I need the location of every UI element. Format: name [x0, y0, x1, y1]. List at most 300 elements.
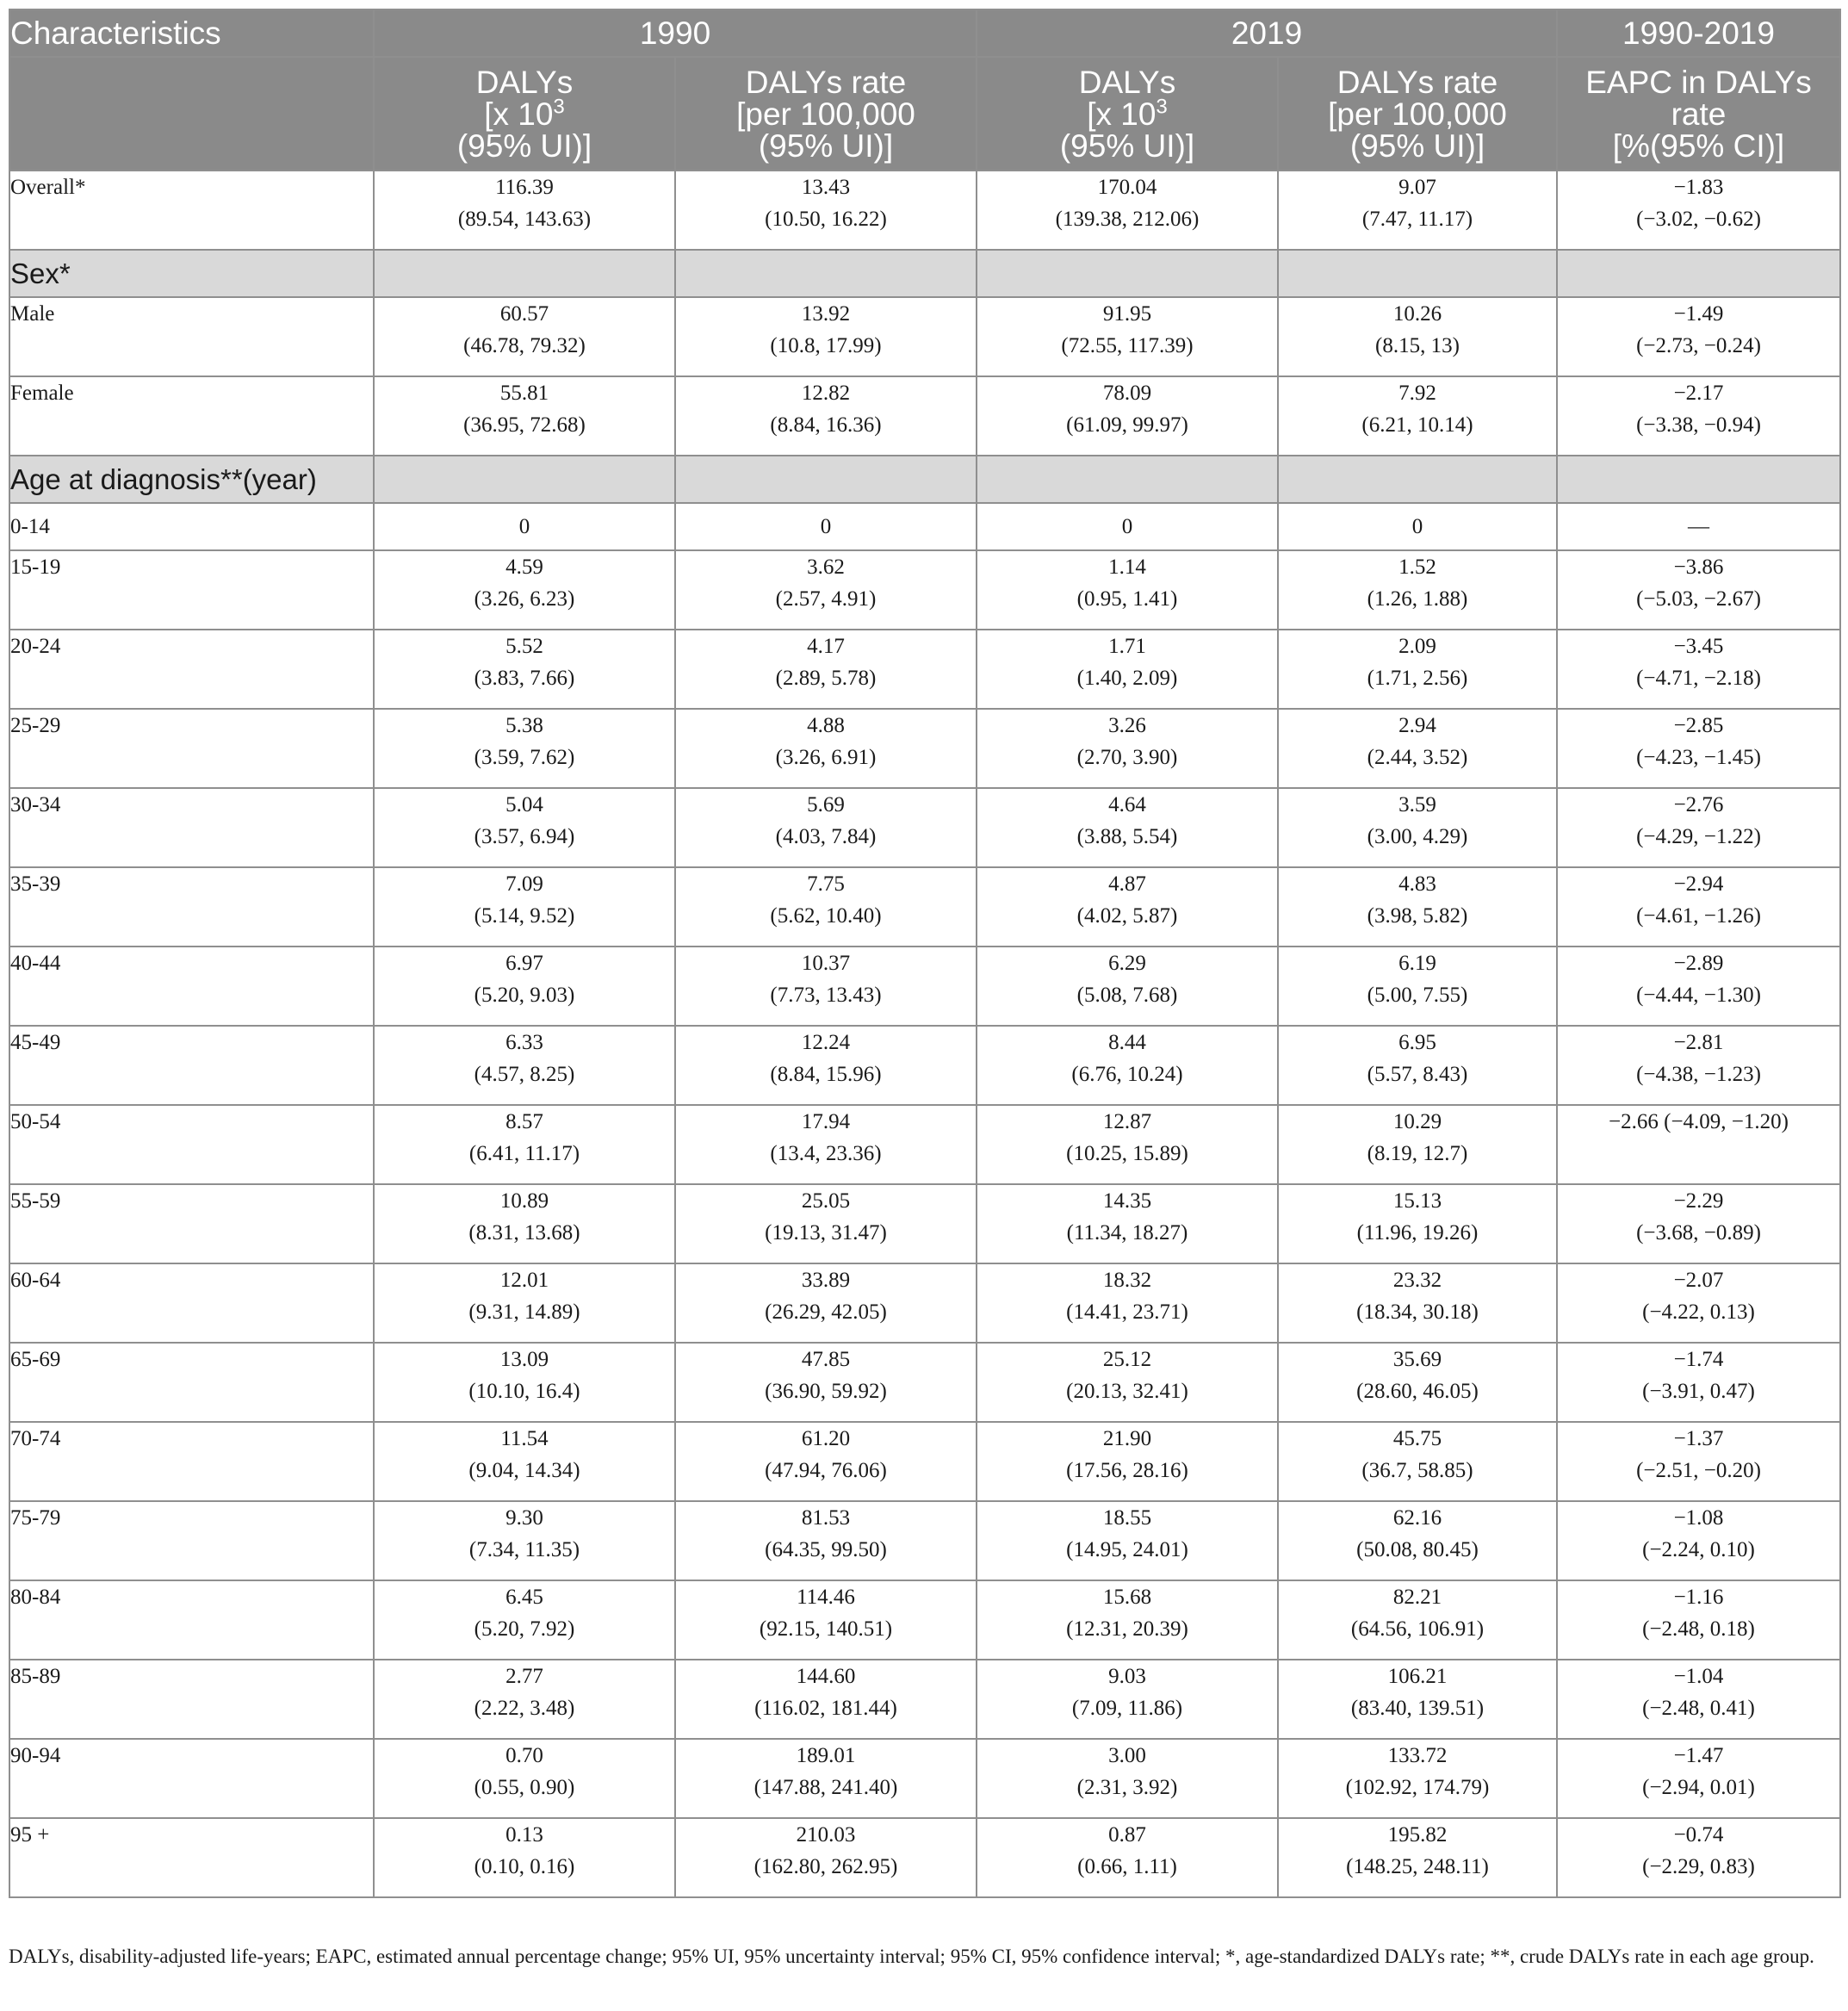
- cell-value: 23.32: [1392, 1269, 1442, 1292]
- table-cell: [1278, 1739, 1557, 1818]
- cell-interval: (−2.24, 0.10): [1642, 1538, 1755, 1561]
- cell-value: 15.68: [1102, 1586, 1152, 1609]
- table-cell: [1557, 788, 1840, 867]
- row-label: 55-59: [9, 1184, 374, 1263]
- table-footnote: DALYs, disability-adjusted life-years; EAPC, estimated annual percentage change; 95% UI, 95% uncertainty interval; 95% CI, 95% confidence interval; *, age-standardized DALYs rate; **, crude DALYs rate in each age group.: [9, 1946, 1814, 1967]
- cell-interval: (−2.48, 0.18): [1642, 1617, 1755, 1641]
- cell-value: 0: [1121, 515, 1133, 538]
- cell-value: 4.59: [505, 556, 543, 579]
- cell-value: 17.94: [801, 1110, 851, 1133]
- cell-value: 116.39: [495, 176, 554, 199]
- table-cell: [675, 947, 977, 1026]
- cell-value: −3.86: [1673, 556, 1724, 579]
- cell-value: 5.38: [505, 714, 543, 737]
- cell-interval: (1.26, 1.88): [1367, 587, 1468, 611]
- cell-interval: (89.54, 143.63): [457, 208, 592, 231]
- cell-value: 1.71: [1108, 635, 1146, 658]
- cell-value: −1.83: [1673, 176, 1724, 199]
- empty-header-cell: [9, 57, 374, 171]
- cell-interval: (17.56, 28.16): [1066, 1459, 1188, 1482]
- dalys-1990-header: DALYs [x $10^3$ (95% UI)]: [374, 57, 675, 171]
- cell-interval: (0.55, 0.90): [474, 1776, 575, 1799]
- cell-interval: (−3.38, −0.94): [1636, 413, 1761, 437]
- cell-value: 81.53: [801, 1506, 851, 1530]
- table-cell: [675, 1660, 977, 1739]
- cell-interval: (36.90, 59.92): [765, 1380, 887, 1403]
- row-label: 40-44: [9, 947, 374, 1026]
- table-cell: [1278, 788, 1557, 867]
- dalys-rate-2019-header: DALYs rate [per 100,000 (95% UI)]: [1278, 57, 1557, 171]
- table-cell: [374, 503, 675, 550]
- cell-interval: (18.34, 30.18): [1356, 1300, 1479, 1324]
- cell-value: 5.04: [505, 793, 543, 816]
- table-row: [9, 1818, 1840, 1897]
- table-cell: [1557, 1580, 1840, 1660]
- table-cell: [675, 503, 977, 550]
- row-label: Overall*: [9, 171, 374, 250]
- table-cell: [374, 1660, 675, 1739]
- table-cell: [374, 630, 675, 709]
- cell-value: 6.19: [1398, 952, 1436, 975]
- table-cell: [1557, 550, 1840, 630]
- table-cell: [1278, 1263, 1557, 1343]
- table-row: [9, 1343, 1840, 1422]
- cell-value: 45.75: [1392, 1427, 1442, 1450]
- year-1990-header: 1990: [374, 9, 977, 57]
- cell-value: 18.55: [1102, 1506, 1152, 1530]
- cell-value: 106.21: [1387, 1665, 1448, 1688]
- cell-value: 6.97: [505, 952, 543, 975]
- table-cell: [977, 503, 1278, 550]
- table-row: [9, 867, 1840, 947]
- cell-value: 78.09: [1102, 382, 1152, 405]
- row-label: 50-54: [9, 1105, 374, 1184]
- table-row: [9, 550, 1840, 630]
- year-2019-header: 2019: [977, 9, 1557, 57]
- cell-value: 3.00: [1108, 1744, 1146, 1767]
- table-cell: [977, 376, 1278, 456]
- table-cell: [675, 1580, 977, 1660]
- cell-value: −1.49: [1673, 302, 1724, 326]
- cell-interval: (13.4, 23.36): [770, 1142, 882, 1165]
- cell-interval: (92.15, 140.51): [759, 1617, 893, 1641]
- cell-interval: (8.84, 15.96): [770, 1063, 882, 1086]
- cell-interval: (6.76, 10.24): [1071, 1063, 1183, 1086]
- table-row: [9, 376, 1840, 456]
- section-empty-cell: [675, 250, 977, 297]
- cell-value: 25.12: [1102, 1348, 1152, 1371]
- table-cell: [374, 1105, 675, 1184]
- table-cell: [1278, 1660, 1557, 1739]
- section-empty-cell: [977, 456, 1278, 503]
- table-cell: [675, 709, 977, 788]
- cell-interval: (139.38, 212.06): [1055, 208, 1200, 231]
- cell-value: 12.87: [1102, 1110, 1152, 1133]
- table-cell: [1557, 503, 1840, 550]
- table-row: [9, 1263, 1840, 1343]
- cell-interval: (−4.29, −1.22): [1636, 825, 1761, 848]
- dalys-2019-header: DALYs [x $10^3$ (95% UI)]: [977, 57, 1278, 171]
- cell-interval: (116.02, 181.44): [754, 1697, 897, 1720]
- cell-value: 1.14: [1108, 556, 1146, 579]
- row-label: 60-64: [9, 1263, 374, 1343]
- cell-value: 189.01: [796, 1744, 856, 1767]
- table-cell: [1557, 1422, 1840, 1501]
- cell-interval: (50.08, 80.45): [1356, 1538, 1479, 1561]
- table-cell: [675, 297, 977, 376]
- table-cell: [977, 788, 1278, 867]
- table-cell: [1557, 1184, 1840, 1263]
- table-cell: [675, 550, 977, 630]
- row-label: Male: [9, 297, 374, 376]
- cell-value: 5.52: [505, 635, 543, 658]
- table-cell: [675, 1105, 977, 1184]
- cell-value: −2.94: [1673, 872, 1724, 896]
- cell-interval: (8.19, 12.7): [1367, 1142, 1468, 1165]
- cell-value: 15.13: [1392, 1189, 1442, 1213]
- cell-value: 60.57: [499, 302, 549, 326]
- table-cell: [374, 1739, 675, 1818]
- cell-interval: (−2.48, 0.41): [1642, 1697, 1755, 1720]
- cell-interval: (148.25, 248.11): [1346, 1855, 1489, 1878]
- cell-interval: (9.31, 14.89): [468, 1300, 580, 1324]
- section-empty-cell: [1278, 250, 1557, 297]
- cell-interval: (26.29, 42.05): [765, 1300, 887, 1324]
- cell-interval: (7.47, 11.17): [1361, 208, 1473, 231]
- cell-value: 13.43: [801, 176, 851, 199]
- cell-value: 2.77: [505, 1665, 543, 1688]
- table-cell: [1278, 709, 1557, 788]
- table-cell: [1557, 1739, 1840, 1818]
- cell-value: −1.08: [1673, 1506, 1724, 1530]
- table-cell: [1278, 171, 1557, 250]
- cell-value: −2.81: [1673, 1031, 1724, 1054]
- row-label: 45-49: [9, 1026, 374, 1105]
- table-cell: [374, 788, 675, 867]
- cell-value: 0.13: [505, 1823, 543, 1847]
- table-cell: [675, 867, 977, 947]
- table-row: [9, 1739, 1840, 1818]
- table-cell: [977, 1739, 1278, 1818]
- cell-value: 6.95: [1398, 1031, 1436, 1054]
- section-empty-cell: [374, 250, 675, 297]
- section-row: [9, 250, 1840, 297]
- cell-value: 21.90: [1102, 1427, 1152, 1450]
- cell-value: 82.21: [1392, 1586, 1442, 1609]
- cell-interval: (1.71, 2.56): [1367, 667, 1468, 690]
- table-cell: [374, 1422, 675, 1501]
- cell-value: 12.24: [801, 1031, 851, 1054]
- table-cell: [374, 297, 675, 376]
- cell-interval: (−4.23, −1.45): [1636, 746, 1761, 769]
- section-empty-cell: [1557, 250, 1840, 297]
- cell-interval: (7.34, 11.35): [468, 1538, 580, 1561]
- cell-interval: (−5.03, −2.67): [1636, 587, 1761, 611]
- table-cell: [1278, 630, 1557, 709]
- period-header: 1990-2019: [1557, 9, 1840, 57]
- cell-interval: (8.84, 16.36): [770, 413, 882, 437]
- cell-interval: (14.95, 24.01): [1066, 1538, 1188, 1561]
- cell-value: 12.01: [499, 1269, 549, 1292]
- cell-value: −2.76: [1673, 793, 1724, 816]
- cell-value: 91.95: [1102, 302, 1152, 326]
- table-cell: [977, 1422, 1278, 1501]
- table-cell: [1557, 376, 1840, 456]
- cell-interval: (0.95, 1.41): [1076, 587, 1178, 611]
- table-cell: [977, 1263, 1278, 1343]
- row-label: 95 +: [9, 1818, 374, 1897]
- table-cell: [675, 1026, 977, 1105]
- cell-interval: (−4.61, −1.26): [1636, 904, 1761, 928]
- cell-interval: (−2.73, −0.24): [1636, 334, 1761, 357]
- table-row: [9, 1660, 1840, 1739]
- table-cell: [1557, 297, 1840, 376]
- section-empty-cell: [1278, 456, 1557, 503]
- table-cell: [1557, 171, 1840, 250]
- table-cell: [1557, 1660, 1840, 1739]
- cell-interval: (6.41, 11.17): [468, 1142, 580, 1165]
- table-row: [9, 1105, 1840, 1184]
- table-cell: [374, 1026, 675, 1105]
- section-empty-cell: [675, 456, 977, 503]
- table-cell: [675, 1263, 977, 1343]
- cell-value: 1.52: [1398, 556, 1436, 579]
- cell-value: 144.60: [796, 1665, 856, 1688]
- table-row: [9, 947, 1840, 1026]
- table-cell: [374, 1580, 675, 1660]
- table-cell: [374, 376, 675, 456]
- table-cell: [1278, 1184, 1557, 1263]
- row-label: 85-89: [9, 1660, 374, 1739]
- cell-interval: (12.31, 20.39): [1066, 1617, 1188, 1641]
- cell-interval: (61.09, 99.97): [1066, 413, 1188, 437]
- table-cell: [1278, 867, 1557, 947]
- cell-value: −2.66 (−4.09, −1.20): [1609, 1110, 1789, 1133]
- table-cell: [1278, 1818, 1557, 1897]
- cell-interval: (−2.94, 0.01): [1642, 1776, 1755, 1799]
- cell-interval: (3.26, 6.23): [474, 587, 575, 611]
- cell-value: 0: [518, 515, 530, 538]
- table-cell: [977, 1818, 1278, 1897]
- cell-interval: (4.57, 8.25): [474, 1063, 575, 1086]
- cell-value: 3.62: [807, 556, 845, 579]
- section-empty-cell: [1557, 456, 1840, 503]
- table-cell: [1557, 1818, 1840, 1897]
- header-row-metrics: [9, 57, 1840, 171]
- cell-value: 47.85: [801, 1348, 851, 1371]
- table-cell: [1278, 297, 1557, 376]
- cell-interval: (0.66, 1.11): [1077, 1855, 1177, 1878]
- row-label: 90-94: [9, 1739, 374, 1818]
- cell-interval: (2.44, 3.52): [1367, 746, 1468, 769]
- table-cell: [1278, 550, 1557, 630]
- cell-interval: (83.40, 139.51): [1350, 1697, 1485, 1720]
- eapc-header: EAPC in DALYs rate [%(95% CI)]: [1557, 57, 1840, 171]
- cell-value: 3.26: [1108, 714, 1146, 737]
- table-body: [9, 171, 1840, 1897]
- cell-interval: (7.73, 13.43): [770, 984, 882, 1007]
- cell-value: 6.29: [1108, 952, 1146, 975]
- cell-value: 4.64: [1108, 793, 1146, 816]
- cell-interval: (72.55, 117.39): [1061, 334, 1194, 357]
- table-cell: [374, 1501, 675, 1580]
- cell-interval: (5.00, 7.55): [1367, 984, 1468, 1007]
- cell-interval: (11.96, 19.26): [1356, 1221, 1479, 1244]
- cell-value: −2.85: [1673, 714, 1724, 737]
- cell-interval: (3.26, 6.91): [775, 746, 877, 769]
- cell-interval: (11.34, 18.27): [1066, 1221, 1188, 1244]
- table-cell: [675, 1818, 977, 1897]
- table-cell: [1278, 1580, 1557, 1660]
- cell-value: 9.03: [1108, 1665, 1146, 1688]
- section-row: [9, 456, 1840, 503]
- cell-value: −0.74: [1673, 1823, 1724, 1847]
- cell-value: −2.29: [1673, 1189, 1724, 1213]
- table-row: [9, 1501, 1840, 1580]
- cell-interval: (10.10, 16.4): [468, 1380, 580, 1403]
- cell-value: 10.37: [801, 952, 851, 975]
- cell-value: 133.72: [1387, 1744, 1448, 1767]
- cell-value: 114.46: [797, 1586, 855, 1609]
- cell-interval: (−2.29, 0.83): [1642, 1855, 1755, 1878]
- table-cell: [1557, 630, 1840, 709]
- table-cell: [374, 171, 675, 250]
- table-cell: [1557, 1501, 1840, 1580]
- cell-interval: (8.15, 13): [1375, 334, 1460, 357]
- cell-value: 6.45: [505, 1586, 543, 1609]
- table-cell: [977, 297, 1278, 376]
- table-cell: [977, 947, 1278, 1026]
- table-cell: [374, 1818, 675, 1897]
- cell-interval: (−2.51, −0.20): [1636, 1459, 1761, 1482]
- table-row: [9, 1580, 1840, 1660]
- table-row: [9, 1026, 1840, 1105]
- table-cell: [1557, 1026, 1840, 1105]
- table-row: [9, 171, 1840, 250]
- table-cell: [1278, 1501, 1557, 1580]
- cell-interval: (0.10, 0.16): [474, 1855, 575, 1878]
- table-row: [9, 709, 1840, 788]
- cell-interval: (64.56, 106.91): [1350, 1617, 1485, 1641]
- table-cell: [1278, 1105, 1557, 1184]
- cell-value: 0: [820, 515, 832, 538]
- cell-value: 0.87: [1108, 1823, 1146, 1847]
- table-cell: [977, 550, 1278, 630]
- cell-interval: (5.20, 7.92): [474, 1617, 575, 1641]
- cell-value: 9.30: [505, 1506, 543, 1530]
- cell-value: 9.07: [1398, 176, 1436, 199]
- cell-interval: (6.21, 10.14): [1361, 413, 1473, 437]
- row-label: 20-24: [9, 630, 374, 709]
- cell-interval: (10.50, 16.22): [765, 208, 887, 231]
- cell-value: −2.89: [1673, 952, 1724, 975]
- cell-interval: (4.02, 5.87): [1076, 904, 1178, 928]
- cell-interval: (14.41, 23.71): [1066, 1300, 1188, 1324]
- cell-value: 10.26: [1392, 302, 1442, 326]
- cell-value: −1.04: [1673, 1665, 1724, 1688]
- characteristics-header: Characteristics: [9, 9, 374, 57]
- table-cell: [1278, 503, 1557, 550]
- cell-interval: (2.31, 3.92): [1076, 1776, 1178, 1799]
- table-row: [9, 1422, 1840, 1501]
- row-label: 0-14: [9, 503, 374, 550]
- row-label: 65-69: [9, 1343, 374, 1422]
- cell-interval: (5.62, 10.40): [770, 904, 882, 928]
- table-cell: [374, 867, 675, 947]
- cell-interval: (8.31, 13.68): [468, 1221, 580, 1244]
- table-cell: [374, 947, 675, 1026]
- section-empty-cell: [977, 250, 1278, 297]
- cell-value: 11.54: [500, 1427, 549, 1450]
- table-cell: [1557, 709, 1840, 788]
- cell-value: −3.45: [1673, 635, 1724, 658]
- table-cell: [1557, 1105, 1840, 1184]
- table-cell: [1278, 1422, 1557, 1501]
- table-cell: [675, 1343, 977, 1422]
- cell-value: 3.59: [1398, 793, 1436, 816]
- cell-interval: (2.89, 5.78): [775, 667, 877, 690]
- cell-value: 62.16: [1392, 1506, 1442, 1530]
- table-cell: [675, 1501, 977, 1580]
- row-label: 75-79: [9, 1501, 374, 1580]
- cell-value: 0: [1411, 515, 1423, 538]
- cell-interval: (−4.44, −1.30): [1636, 984, 1761, 1007]
- cell-value: 35.69: [1392, 1348, 1442, 1371]
- cell-value: 12.82: [801, 382, 851, 405]
- table-cell: [977, 1501, 1278, 1580]
- cell-interval: (4.03, 7.84): [775, 825, 877, 848]
- cell-interval: (102.92, 174.79): [1345, 1776, 1490, 1799]
- table-cell: [1557, 947, 1840, 1026]
- cell-interval: (−4.38, −1.23): [1636, 1063, 1761, 1086]
- cell-interval: (2.22, 3.48): [474, 1697, 575, 1720]
- cell-value: 2.09: [1398, 635, 1436, 658]
- table-cell: [1557, 1343, 1840, 1422]
- cell-value: 10.29: [1392, 1110, 1442, 1133]
- table-cell: [374, 550, 675, 630]
- cell-interval: (20.13, 32.41): [1066, 1380, 1188, 1403]
- table-cell: [1278, 947, 1557, 1026]
- table-row: [9, 1184, 1840, 1263]
- dalys-rate-1990-header: DALYs rate [per 100,000 (95% UI)]: [675, 57, 977, 171]
- table-row: [9, 503, 1840, 550]
- table-row: [9, 630, 1840, 709]
- table-cell: [977, 867, 1278, 947]
- row-label: Female: [9, 376, 374, 456]
- cell-value: 10.89: [499, 1189, 549, 1213]
- cell-interval: (2.70, 3.90): [1076, 746, 1178, 769]
- cell-value: 7.75: [807, 872, 845, 896]
- table-cell: [1278, 1026, 1557, 1105]
- cell-value: −1.74: [1673, 1348, 1724, 1371]
- cell-interval: (−3.02, −0.62): [1636, 208, 1761, 231]
- table-cell: [374, 1184, 675, 1263]
- cell-value: 7.92: [1398, 382, 1436, 405]
- row-label: 15-19: [9, 550, 374, 630]
- cell-value: −1.16: [1673, 1586, 1724, 1609]
- table-cell: [675, 376, 977, 456]
- cell-value: 0.70: [505, 1744, 543, 1767]
- cell-value: 2.94: [1398, 714, 1436, 737]
- table-cell: [1557, 1263, 1840, 1343]
- cell-interval: (162.80, 262.95): [753, 1855, 898, 1878]
- cell-value: 5.69: [807, 793, 845, 816]
- table-cell: [675, 630, 977, 709]
- cell-interval: (5.08, 7.68): [1076, 984, 1178, 1007]
- cell-interval: (3.59, 7.62): [474, 746, 575, 769]
- cell-interval: (147.88, 241.40): [753, 1776, 898, 1799]
- table-cell: [374, 1343, 675, 1422]
